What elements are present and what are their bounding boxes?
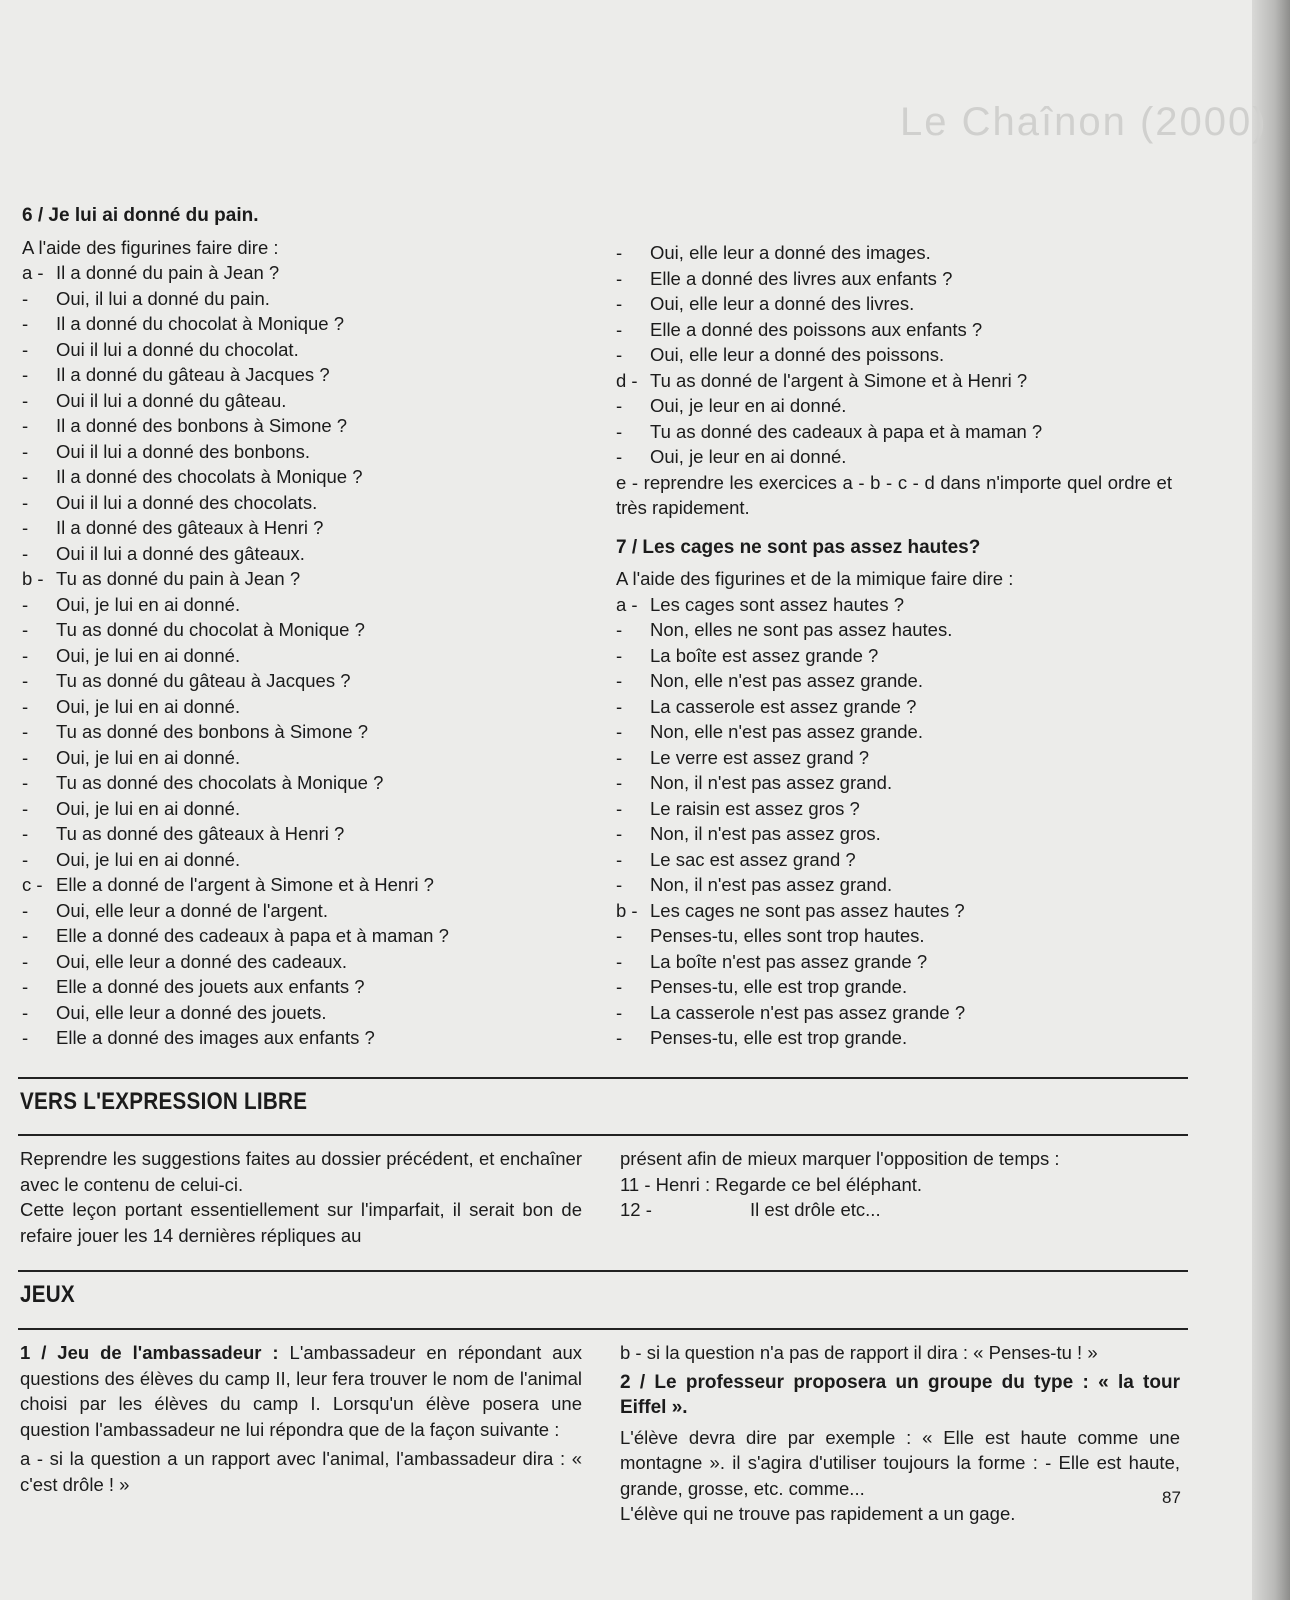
dialogue-line [616,419,1172,445]
line-text: Le sac est assez grand ? [650,848,856,870]
line-text: Elle a donné des images aux enfants ? [56,1027,375,1048]
line-text: Le verre est assez grand ? [650,746,870,768]
dialogue-line [616,745,1172,771]
page-number: 87 [1162,1488,1181,1507]
line-marker: - [616,746,623,768]
line-marker: - [616,925,623,946]
line-marker: - [616,721,623,742]
dialogue-line [22,643,582,669]
line-marker: - [22,593,29,615]
line-marker: - [22,1027,29,1048]
line-marker: - [22,542,29,564]
dialogue-line [22,337,582,363]
line-text: La boîte est assez grande ? [650,644,879,666]
dialogue-line [22,745,582,771]
vers-right-line2: 11 - Henri : Regarde ce bel éléphant. [620,1173,923,1195]
line-text: Il est drôle etc... [750,1199,881,1220]
line-text: Oui, je leur en ai donné. [650,395,847,416]
dialogue-line [616,1000,1172,1026]
line-marker: - [22,619,29,640]
right-column [616,240,1172,1051]
ex6-title: 6 / Je lui ai donné du pain. [22,205,259,226]
line-text: Elle a donné de l'argent à Simone et à Henri ? [56,874,434,895]
line-text: Oui, elle leur a donné des cadeaux. [56,950,348,972]
line-marker: - [22,976,29,997]
line-marker: - [616,950,623,972]
jeux-title: JEUX [20,1281,75,1308]
line-marker: - [22,491,29,513]
dialogue-line [616,393,1172,419]
line-text: Oui, il lui a donné du pain. [56,287,270,309]
dialogue-line [22,439,582,465]
line-text: Oui il lui a donné des chocolats. [56,491,318,513]
jeu1-text: L'ambassadeur en répondant aux questions des élèves du camp II, leur fera trouver le nom de l'animal choisi par les élèves du camp I. Lorsqu'un élève posera une question l'ambassadeur ne lui répondra que de la façon suivante : [20,1342,583,1440]
ex6-e-item: e - reprendre les exercices a - b - c - d dans n'importe quel ordre et très rapidement. [616,471,1172,518]
line-text: Oui, je lui en ai donné. [56,593,241,615]
section-rule [18,1077,1188,1079]
line-text: Tu as donné des chocolats à Monique ? [56,772,384,793]
line-marker: - [616,797,623,819]
dialogue-line [22,311,582,337]
line-marker: - [22,389,29,411]
line-marker: - [616,670,623,691]
ex6-left-column [22,203,582,1051]
dialogue-line [616,643,1172,669]
dialogue-line [22,592,582,618]
ex6-intro: A l'aide des figurines faire dire : [22,236,279,258]
dialogue-line [616,923,1172,949]
dialogue-line [616,949,1172,975]
dialogue-line [616,821,1172,847]
dialogue-line [616,694,1172,720]
line-marker: - [616,395,623,416]
dialogue-line [22,413,582,439]
line-text: Elle a donné des cadeaux à papa et à maman ? [56,925,449,946]
ex7-title: 7 / Les cages ne sont pas assez hautes? [616,536,981,558]
line-marker: - [22,313,29,334]
line-marker: - [616,976,623,997]
line-marker: - [22,899,29,921]
line-text: Tu as donné des gâteaux à Henri ? [56,823,345,844]
jeu2-heading: 2 / Le professeur proposera un groupe du type : « la tour Eiffel ». [620,1371,1180,1418]
section-rule [18,1328,1188,1330]
dialogue-line [616,668,1172,694]
line-text: Elle a donné des poissons aux enfants ? [650,318,983,340]
line-marker: - [616,420,623,442]
line-text: Oui, je lui en ai donné. [56,746,241,768]
line-marker: - [22,644,29,666]
dialogue-line [22,847,582,873]
line-marker: - [22,823,29,844]
vers-right-p1: présent afin de mieux marquer l'opposition de temps : [620,1148,1060,1169]
dialogue-line [616,617,1172,643]
section-rule [18,1270,1188,1272]
ex7-lines [616,592,1172,1051]
line-text: Oui il lui a donné des bonbons. [56,440,311,462]
jeux-left [20,1340,582,1497]
line-marker: - [22,415,29,436]
line-text: Oui il lui a donné du gâteau. [56,389,287,411]
dialogue-line [22,821,582,847]
dialogue-line [22,388,582,414]
line-text: Le raisin est assez gros ? [650,797,860,819]
dialogue-line [616,266,1172,292]
dialogue-line [616,872,1172,898]
line-marker: - [22,670,29,691]
dialogue-line [616,974,1172,1000]
ex7-intro: A l'aide des figurines et de la mimique faire dire : [616,568,1014,589]
dialogue-line [22,617,582,643]
dialogue-line [616,317,1172,343]
line-text: Il a donné du chocolat à Monique ? [56,313,344,334]
line-marker: - [616,267,623,289]
jeu1 [20,1340,582,1442]
line-text: Les cages ne sont pas assez hautes ? [650,899,965,921]
line-marker: - [616,1027,623,1048]
dialogue-line [616,770,1172,796]
line-marker: a - [616,593,638,615]
line-marker: - [22,925,29,946]
line-text: La casserole est assez grande ? [650,695,917,717]
line-text: Les cages sont assez hautes ? [650,593,905,615]
dialogue-line [616,368,1172,394]
line-marker: b - [616,899,638,921]
dialogue-line [616,719,1172,745]
line-marker: - [22,950,29,972]
line-text: La casserole n'est pas assez grande ? [650,1001,966,1023]
line-text: Oui, elle leur a donné des images. [650,242,931,263]
line-marker: - [22,364,29,385]
dialogue-line [22,796,582,822]
line-marker: - [616,1001,623,1023]
dialogue-line [616,898,1172,924]
dialogue-line [22,770,582,796]
line-marker: - [22,338,29,360]
line-number: 12 - [620,1199,652,1220]
line-marker: - [616,242,623,263]
line-text: La boîte n'est pas assez grande ? [650,950,928,972]
line-marker: - [22,517,29,538]
line-text: Elle a donné des livres aux enfants ? [650,267,953,289]
line-text: Oui il lui a donné du chocolat. [56,338,299,360]
dialogue-line [616,1025,1172,1051]
line-text: Il a donné des chocolats à Monique ? [56,466,363,487]
dialogue-line [22,719,582,745]
jeu2-last: L'élève qui ne trouve pas rapidement a un gage. [620,1503,1016,1524]
line-text: Tu as donné du gâteau à Jacques ? [56,670,351,691]
line-text: Il a donné des bonbons à Simone ? [56,415,348,436]
dialogue-line [22,541,582,567]
line-text: Penses-tu, elle est trop grande. [650,1027,908,1048]
line-marker: - [22,440,29,462]
line-marker: - [616,772,623,793]
dialogue-line [22,872,582,898]
line-marker: - [616,874,623,895]
dialogue-line [22,515,582,541]
line-marker: - [616,446,623,467]
line-text: Oui, je leur en ai donné. [650,446,847,467]
line-marker: - [22,772,29,793]
line-text: Non, elle n'est pas assez grande. [650,670,923,691]
line-marker: - [616,344,623,365]
line-marker: - [22,721,29,742]
jeux-right [620,1340,1180,1527]
page-edge-shadow [1252,0,1290,1600]
line-marker: - [22,466,29,487]
line-text: Oui, je lui en ai donné. [56,797,241,819]
line-text: Oui il lui a donné des gâteaux. [56,542,305,564]
dialogue-line [22,286,582,312]
line-text: Non, elles ne sont pas assez hautes. [650,619,953,640]
dialogue-line [616,847,1172,873]
line-text: Tu as donné de l'argent à Simone et à Henri ? [650,369,1028,391]
line-marker: - [22,848,29,870]
dialogue-line [616,796,1172,822]
dialogue-line [22,898,582,924]
line-text: Il a donné des gâteaux à Henri ? [56,517,324,538]
line-text: Non, il n'est pas assez grand. [650,772,893,793]
line-marker: - [616,848,623,870]
dialogue-line [22,464,582,490]
line-marker: - [22,797,29,819]
line-text: Elle a donné des jouets aux enfants ? [56,976,365,997]
line-marker: - [22,695,29,717]
dialogue-line [616,240,1172,266]
jeu2-text: L'élève devra dire par exemple : « Elle est haute comme une montagne ». il s'agira d'utiliser toujours la forme : - Elle est haute, grande, grosse, etc. comme... [620,1426,1180,1499]
dialogue-line [22,362,582,388]
line-text: Oui, elle leur a donné de l'argent. [56,899,328,921]
vers-right [620,1146,1180,1223]
line-marker: b - [22,568,44,589]
line-marker: - [22,1001,29,1023]
dialogue-line [22,1025,582,1051]
dialogue-line [22,668,582,694]
ex6-left-lines [22,260,582,1051]
line-marker: c - [22,874,43,895]
vers-left [20,1146,582,1248]
dialogue-line [616,444,1172,470]
line-text: Oui, elle leur a donné des jouets. [56,1001,327,1023]
vers-left-p1: Reprendre les suggestions faites au dossier précédent, et enchaîner avec le contenu de celui-ci. [20,1148,582,1195]
line-text: Oui, elle leur a donné des poissons. [650,344,945,365]
vers-right-line3 [620,1197,1180,1223]
line-marker: d - [616,369,638,391]
line-text: Il a donné du pain à Jean ? [56,262,280,283]
line-text: Penses-tu, elle est trop grande. [650,976,908,997]
vers-left-p2: Cette leçon portant essentiellement sur l'imparfait, il serait bon de refaire jouer les 14 dernières répliques au [20,1199,582,1246]
line-marker: - [616,619,623,640]
line-marker: a - [22,262,44,283]
line-marker: - [616,293,623,314]
dialogue-line [22,566,582,592]
line-text: Oui, je lui en ai donné. [56,848,241,870]
line-marker: - [616,644,623,666]
line-text: Oui, je lui en ai donné. [56,644,241,666]
line-marker: - [22,746,29,768]
line-marker: - [616,695,623,717]
jeu1-a: a - si la question a un rapport avec l'animal, l'ambassadeur dira : « c'est drôle ! » [20,1448,582,1495]
jeu1-b: b - si la question n'a pas de rapport il dira : « Penses-tu ! » [620,1342,1098,1363]
line-text: Non, il n'est pas assez gros. [650,823,881,844]
line-marker: - [616,318,623,340]
dialogue-line [22,1000,582,1026]
line-text: Il a donné du gâteau à Jacques ? [56,364,330,385]
line-text: Penses-tu, elles sont trop hautes. [650,925,925,946]
ex6-right-lines [616,240,1172,470]
dialogue-line [22,490,582,516]
line-text: Tu as donné du chocolat à Monique ? [56,619,365,640]
line-text: Tu as donné du pain à Jean ? [56,568,301,589]
dialogue-line [22,949,582,975]
dialogue-line [616,342,1172,368]
line-text: Oui, elle leur a donné des livres. [650,293,915,314]
dialogue-line [22,694,582,720]
line-marker: - [616,823,623,844]
dialogue-line [22,260,582,286]
line-text: Oui, je lui en ai donné. [56,695,241,717]
line-text: Non, il n'est pas assez grand. [650,874,893,895]
dialogue-line [22,923,582,949]
line-text: Non, elle n'est pas assez grande. [650,721,923,742]
jeu1-heading: 1 / Jeu de l'ambassadeur : [20,1342,279,1363]
dialogue-line [616,291,1172,317]
bleed-through-text: Le Chaînon (2000) [900,100,1268,144]
line-text: Tu as donné des cadeaux à papa et à maman ? [650,420,1043,442]
dialogue-line [616,592,1172,618]
line-marker: - [22,287,29,309]
section-rule [18,1134,1188,1136]
dialogue-line [22,974,582,1000]
line-text: Tu as donné des bonbons à Simone ? [56,721,368,742]
vers-title: VERS L'EXPRESSION LIBRE [20,1088,308,1115]
